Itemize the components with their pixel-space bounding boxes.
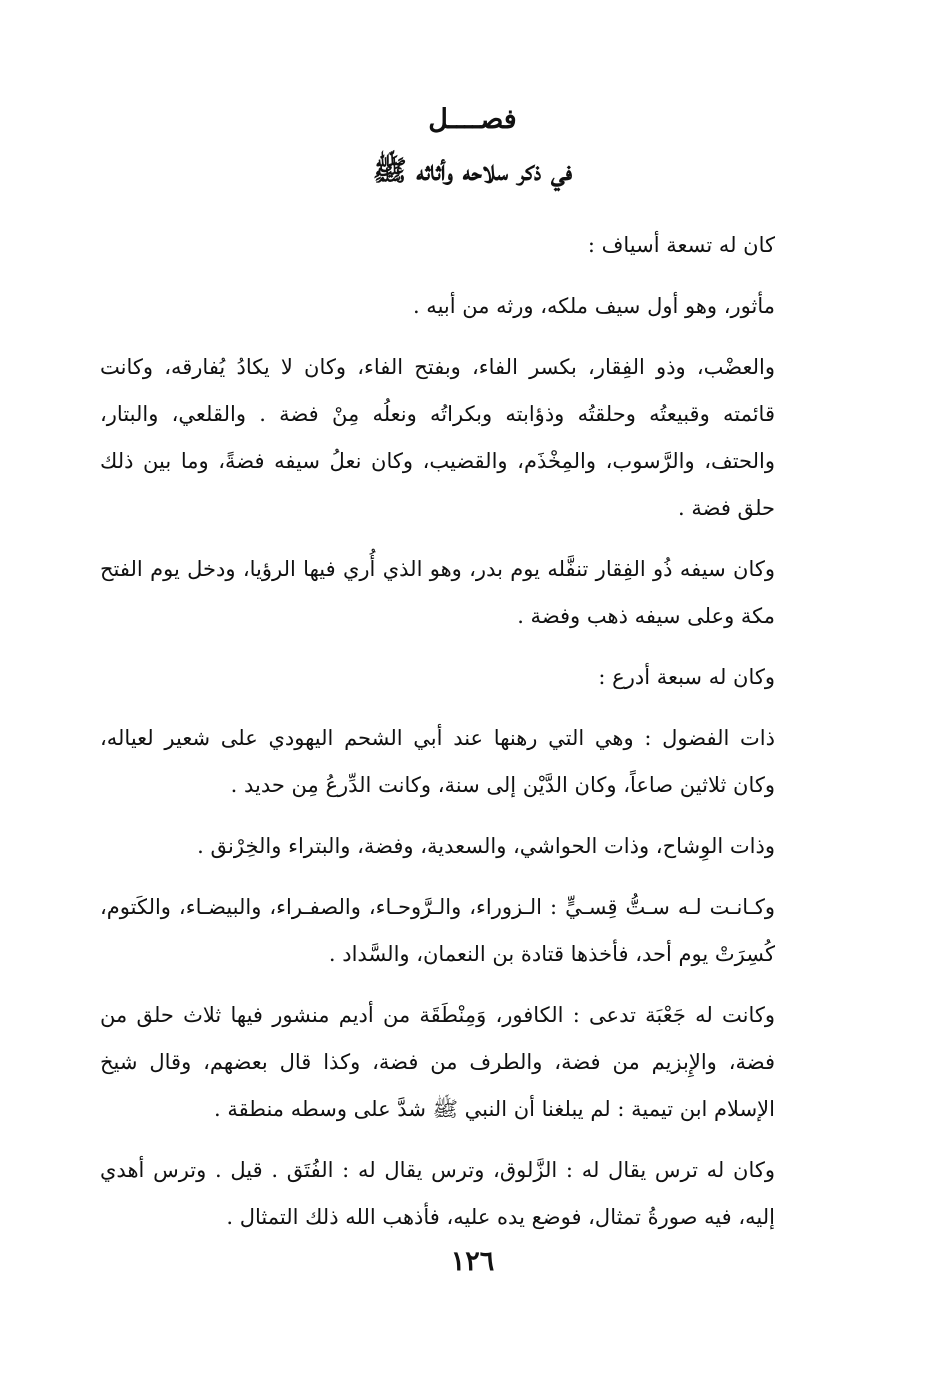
paragraph: وكان له ترس يقال له : الزَّلوق، وترس يقال له : الفُتَق . قيل . وترس أهدي إليه، فيه صورةُ تمثال، فوضع يده عليه، فأذهب الله ذلك التمثال . <box>100 1158 775 1229</box>
paragraph: وكـانـت لـه سـتُّ قِسـيٍّ : الـزوراء، والـرَّوحـاء، والصفـراء، والبيضـاء، والكَتوم، كُسِرَتْ يوم أحد، فأخذها قتادة بن النعمان، والسَّداد . <box>100 895 775 966</box>
chapter-label: فصــــل <box>428 104 517 135</box>
paragraph: وكانت له جَعْبَة تدعى : الكافور، وَمِنْطَقَة من أديم منشور فيها ثلاث حلق من فضة، والإِبزيم من فضة، والطرف من فضة، وكذا قال بعضهم، وقال شيخ الإسلام ابن تيمية : لم يبلغنا أن النبي ﷺ شدَّ على وسطه منطقة . <box>100 1003 775 1121</box>
paragraph: ذات الفضول : وهي التي رهنها عند أبي الشحم اليهودي على شعير لعياله، وكان ثلاثين صاعاً، وكان الدَّيْن إلى سنة، وكانت الدِّرعُ مِن حديد . <box>100 726 775 797</box>
paragraph: وكان له سبعة أدرع : <box>598 665 775 689</box>
paragraph: مأثور، وهو أول سيف ملكه، ورثه من أبيه . <box>412 294 775 318</box>
paragraph: وذات الوِشاح، وذات الحواشي، والسعدية، وفضة، والبتراء والخِرْنق . <box>197 834 775 858</box>
body-text <box>100 222 775 1255</box>
page-number: ١٢٦ <box>450 1246 495 1277</box>
paragraph: وكان سيفه ذُو الفِقار تنفَّله يوم بدر، وهو الذي أُري فيها الرؤيا، ودخل يوم الفتح مكة وعلى سيفه ذهب وفضة . <box>100 557 775 628</box>
paragraph: والعضْب، وذو الفِقار، بكسر الفاء، وبفتح الفاء، وكان لا يكادُ يُفارقه، وكانت قائمته وقبيعتُه وحلقتُه وذؤابته وبكراتُه ونعلُه مِنْ فضة . والقلعي، والبتار، والحتف، والرَّسوب، والمِخْذَم، والقضيب، وكان نعلُ سيفه فضةً، وما بين ذلك حلق فضة . <box>100 355 775 520</box>
paragraph: كان له تسعة أسياف : <box>587 233 775 257</box>
section-subtitle: في ذكر سلاحه وأثاثه ﷺ <box>372 154 573 187</box>
